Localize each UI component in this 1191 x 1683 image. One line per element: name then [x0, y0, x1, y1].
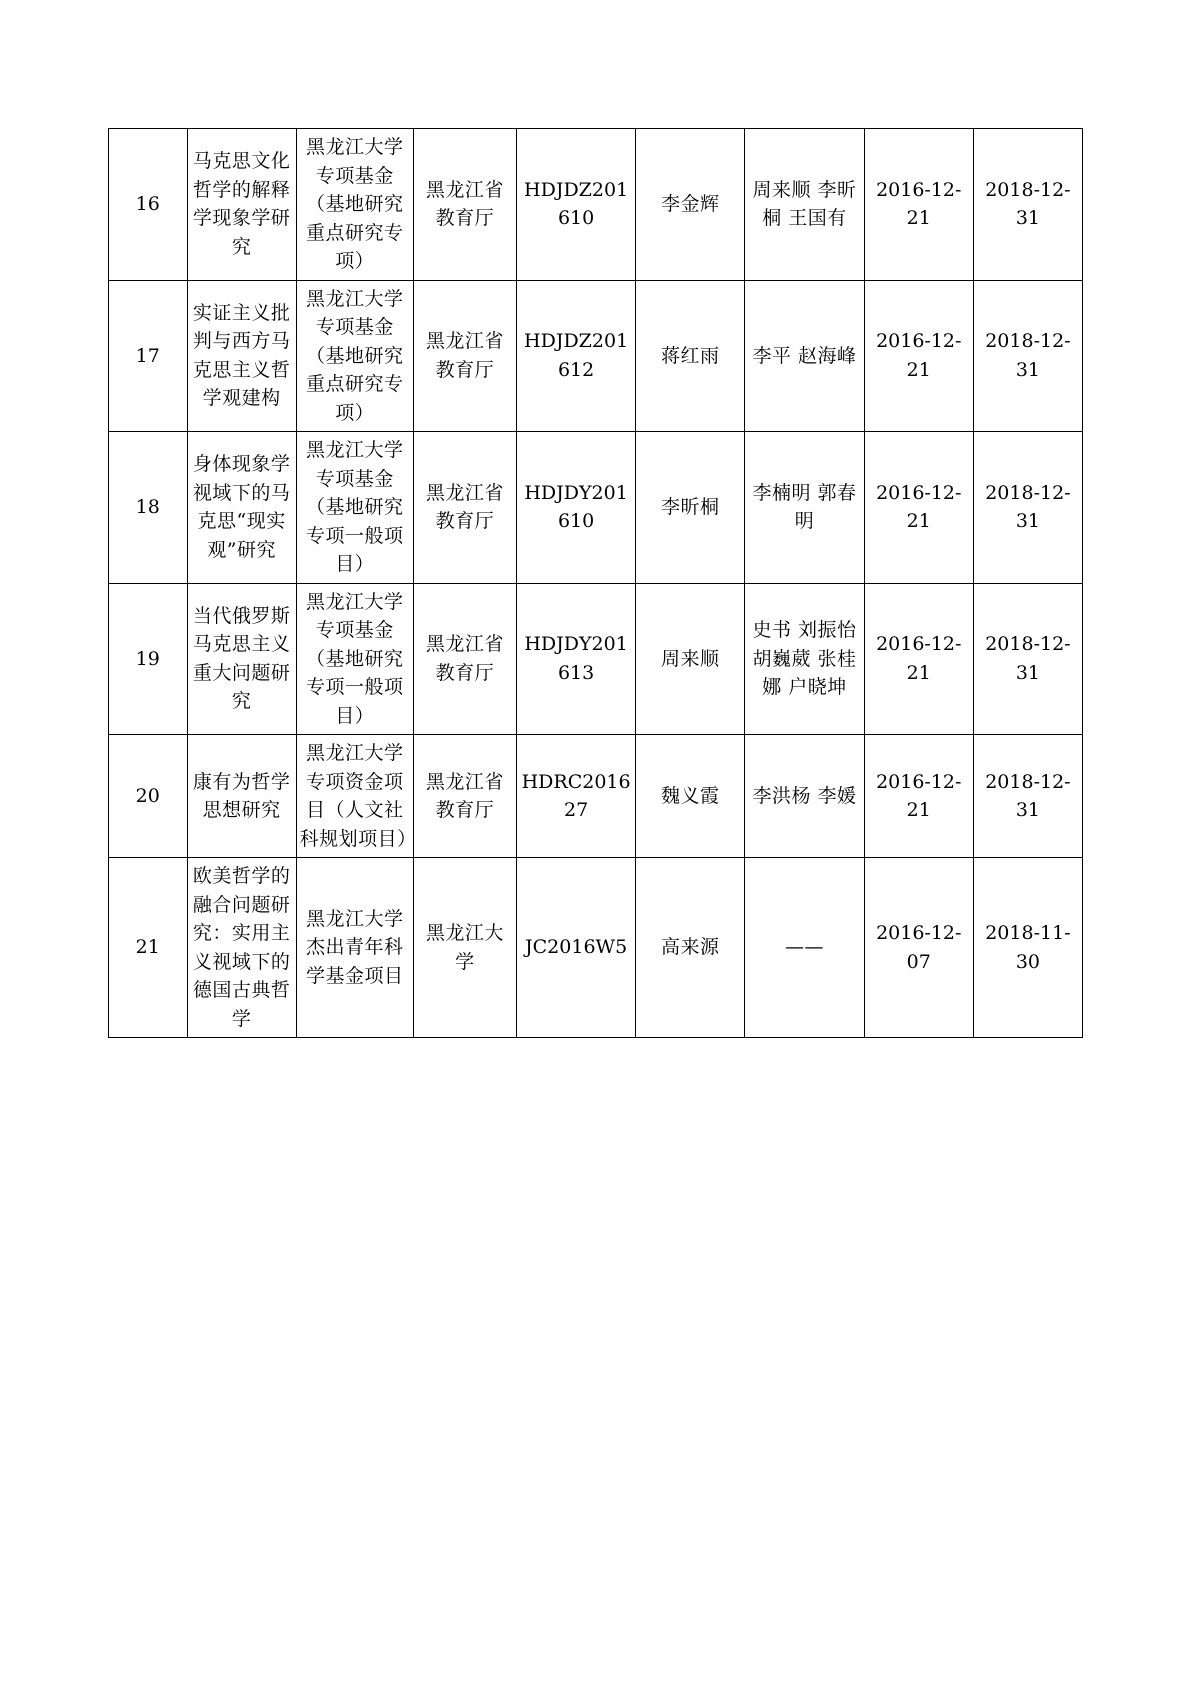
- cell-start: 2016-12-21: [864, 432, 973, 584]
- table-row: [109, 432, 1083, 584]
- projects-table: [108, 128, 1083, 1038]
- table-row: [109, 735, 1083, 858]
- cell-leader: 李昕桐: [636, 432, 745, 584]
- cell-org: 黑龙江省教育厅: [413, 432, 516, 584]
- cell-fund: 黑龙江大学专项基金（基地研究重点研究专项）: [296, 280, 413, 432]
- cell-title: 实证主义批判与西方马克思主义哲学观建构: [187, 280, 296, 432]
- cell-start: 2016-12-21: [864, 129, 973, 281]
- table-body: [109, 129, 1083, 1038]
- cell-start: 2016-12-21: [864, 583, 973, 735]
- cell-start: 2016-12-07: [864, 858, 973, 1038]
- cell-org: 黑龙江省教育厅: [413, 735, 516, 858]
- cell-members: 史书 刘振怡 胡巍葳 张桂娜 户晓坤: [745, 583, 864, 735]
- cell-org: 黑龙江省教育厅: [413, 583, 516, 735]
- cell-index: 19: [109, 583, 188, 735]
- cell-code: JC2016W5: [516, 858, 635, 1038]
- cell-index: 17: [109, 280, 188, 432]
- table-row: [109, 129, 1083, 281]
- cell-fund: 黑龙江大学专项基金（基地研究专项一般项目）: [296, 432, 413, 584]
- table-row: [109, 280, 1083, 432]
- cell-code: HDRC201627: [516, 735, 635, 858]
- cell-code: HDJDY201613: [516, 583, 635, 735]
- cell-leader: 周来顺: [636, 583, 745, 735]
- cell-leader: 李金辉: [636, 129, 745, 281]
- cell-end: 2018-12-31: [973, 280, 1082, 432]
- cell-index: 20: [109, 735, 188, 858]
- cell-members: 李楠明 郭春明: [745, 432, 864, 584]
- cell-leader: 高来源: [636, 858, 745, 1038]
- cell-members: 李洪杨 李媛: [745, 735, 864, 858]
- cell-title: 欧美哲学的融合问题研究：实用主义视域下的德国古典哲学: [187, 858, 296, 1038]
- cell-fund: 黑龙江大学专项基金（基地研究重点研究专项）: [296, 129, 413, 281]
- cell-code: HDJDZ201610: [516, 129, 635, 281]
- cell-end: 2018-11-30: [973, 858, 1082, 1038]
- cell-fund: 黑龙江大学杰出青年科学基金项目: [296, 858, 413, 1038]
- cell-members: ——: [745, 858, 864, 1038]
- cell-end: 2018-12-31: [973, 129, 1082, 281]
- cell-title: 当代俄罗斯马克思主义重大问题研究: [187, 583, 296, 735]
- cell-start: 2016-12-21: [864, 280, 973, 432]
- cell-members: 周来顺 李昕桐 王国有: [745, 129, 864, 281]
- cell-title: 康有为哲学思想研究: [187, 735, 296, 858]
- cell-org: 黑龙江省教育厅: [413, 280, 516, 432]
- cell-fund: 黑龙江大学专项基金（基地研究专项一般项目）: [296, 583, 413, 735]
- cell-index: 21: [109, 858, 188, 1038]
- table-row: [109, 858, 1083, 1038]
- cell-end: 2018-12-31: [973, 432, 1082, 584]
- cell-end: 2018-12-31: [973, 583, 1082, 735]
- cell-code: HDJDY201610: [516, 432, 635, 584]
- table-row: [109, 583, 1083, 735]
- cell-org: 黑龙江大学: [413, 858, 516, 1038]
- cell-org: 黑龙江省教育厅: [413, 129, 516, 281]
- cell-leader: 蒋红雨: [636, 280, 745, 432]
- cell-index: 16: [109, 129, 188, 281]
- cell-fund: 黑龙江大学专项资金项目（人文社科规划项目）: [296, 735, 413, 858]
- cell-start: 2016-12-21: [864, 735, 973, 858]
- cell-members: 李平 赵海峰: [745, 280, 864, 432]
- cell-index: 18: [109, 432, 188, 584]
- cell-code: HDJDZ201612: [516, 280, 635, 432]
- cell-leader: 魏义霞: [636, 735, 745, 858]
- cell-title: 身体现象学视域下的马克思“现实观”研究: [187, 432, 296, 584]
- cell-end: 2018-12-31: [973, 735, 1082, 858]
- cell-title: 马克思文化哲学的解释学现象学研究: [187, 129, 296, 281]
